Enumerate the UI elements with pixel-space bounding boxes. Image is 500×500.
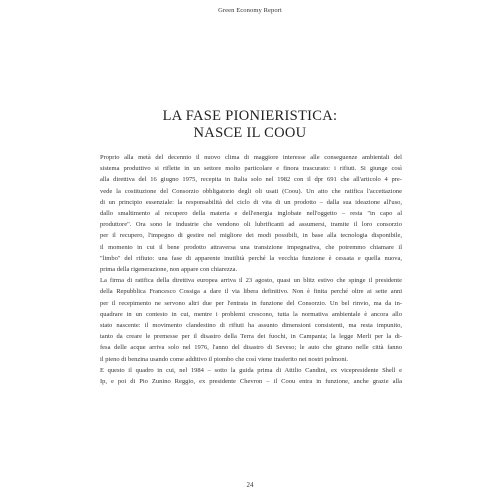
body-line: fesa delle acque arriva solo nel 1976, l'anno del disastro di Seveso; le auto che girano nelle città fanno: [100, 344, 402, 352]
page-number: 24: [246, 481, 254, 489]
body-line: La firma di ratifica della direttiva europea arriva il 23 agosto, quasi un blitz estivo che spinge il presidente: [100, 277, 402, 285]
body-line: Proprio alla metà del decennio il nuovo clima di maggiore interesse alle conseguenze ambientali del: [100, 154, 402, 161]
body-line: tanto da creare le premesse per il disastro della Terra dei fuochi, in Campania; la legge Merli per la di-: [100, 333, 402, 341]
body-line: quadrare in un contesto in cui, mentre i problemi crescono, tutta la normativa ambientale è ancora allo: [100, 310, 402, 318]
running-header: Green Economy Report: [218, 7, 282, 14]
body-line: Ip, e poi di Pio Zunino Reggio, ex presidente Chevron – il Coou entra in funzione, anche grazie alla: [100, 378, 402, 386]
chapter-title: [0, 108, 500, 142]
body-line: produttore". Ora sono le industrie che vendono oli lubrificanti ad assumersi, tramite il loro consorzio: [100, 221, 402, 229]
body-text: [100, 152, 402, 387]
chapter-title-line-1: LA FASE PIONIERISTICA:: [162, 108, 338, 124]
body-line: prima della rigenerazione, non appare con chiarezza.: [100, 266, 238, 274]
body-line: E questo il quadro in cui, nel 1984 – sotto la guida prima di Attilio Candini, ex vicepresidente Shell e: [100, 366, 402, 374]
body-line: dallo smaltimento al recupero della materia e dell'energia inglobate nell'oggetto – resta "in capo al: [100, 210, 402, 218]
body-line: il momento in cui il bene prodotto attraversa una transizione impegnativa, che potremmo chiamare il: [100, 243, 402, 251]
body-line: il pieno di benzina usando come additivo il piombo che così viene trasferito nei nostri polmoni.: [100, 355, 349, 363]
chapter-title-line-2: NASCE IL COOU: [193, 125, 307, 141]
body-line: vede la costituzione del Consorzio obbligatorio degli oli usati (Coou). Un atto che ratifica l'accettazione: [100, 187, 402, 195]
body-line: per il recupero, l'impegno di gestire nel migliore dei modi possibili, in base alla tecnologia disponibile,: [100, 232, 402, 240]
body-line: per il recepimento ne servono altri due per l'entrata in funzione del Consorzio. Un bel rinvio, ma da in-: [100, 299, 402, 307]
body-line: alla direttiva del 16 giugno 1975, recepita in Italia solo nel 1982 con il dpr 691 che all'articolo 4 pre-: [100, 176, 402, 184]
body-line: "limbo" del rifiuto: una fase di apparente inutilità perché la vecchia funzione è cessata e quella nuova,: [100, 254, 402, 262]
body-line: della Repubblica Francesco Cossiga a dare il via libera definitivo. Non è finita perché oltre ai sette anni: [100, 288, 402, 296]
body-line: stato nascente: il movimento clandestino di rifiuti ha assunto dimensioni consistenti, ma resta impunito,: [100, 322, 402, 330]
body-line: di un principio essenziale: la responsabilità del ciclo di vita di un prodotto – dalla sua ideazione all'uso,: [100, 198, 402, 206]
body-line: sistema produttivo si riflette in un settore molto particolare e finora trascurato: i rifiuti. Si giunge così: [100, 165, 402, 173]
